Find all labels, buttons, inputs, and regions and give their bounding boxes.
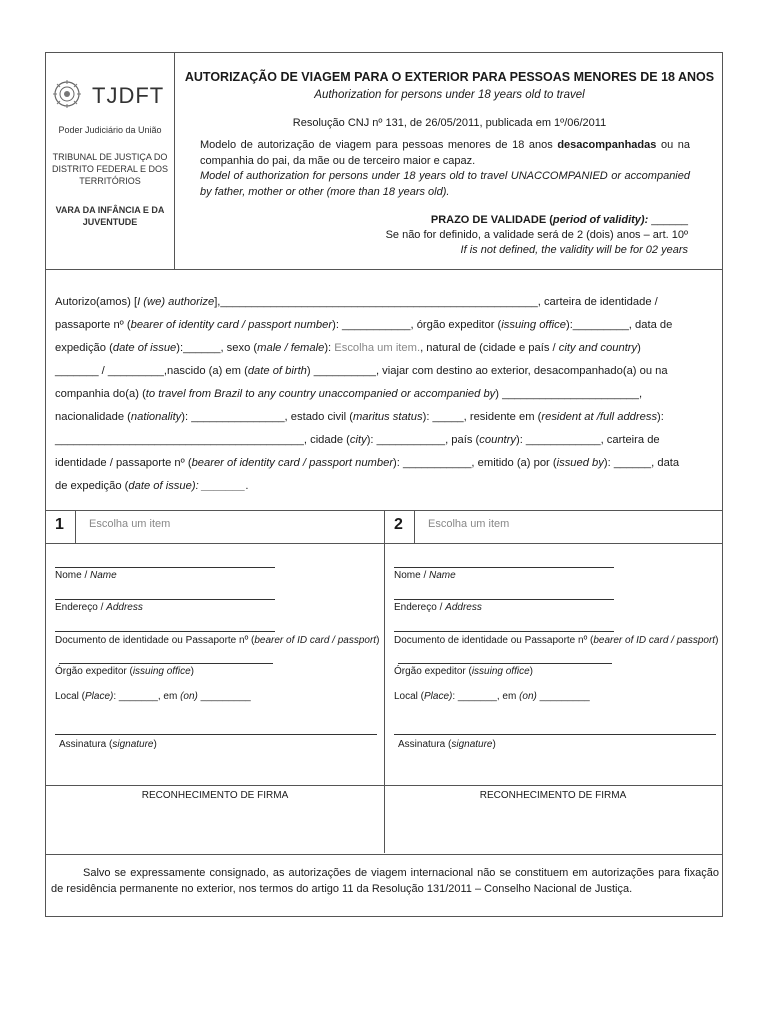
name-label: Nome / Name [394, 570, 456, 581]
sex-select[interactable]: Escolha um item. [334, 342, 421, 354]
signature-label: Assinatura (signature) [59, 739, 157, 750]
text-line-5[interactable]: companhia do(a) (to travel from Brazil to any country unaccompanied or accompanied by) ______________________, [55, 388, 643, 400]
name-field[interactable] [394, 555, 614, 568]
form-title: AUTORIZAÇÃO DE VIAGEM PARA O EXTERIOR PARA PESSOAS MENORES DE 18 ANOS [184, 70, 715, 84]
validity-section: PRAZO DE VALIDADE (period of validity): ______ Se não for definido, a validade será de 2 (dois) anos – art. 10º If is not defined, the validity will be for 02 years [385, 214, 688, 256]
name-label: Nome / Name [55, 570, 117, 581]
person-2-block [394, 555, 719, 750]
model-description: Modelo de autorização de viagem para pessoas menores de 18 anos desacompanhadas ou na companhia do pai, da mãe ou de terceiro maior e capaz. Model of authorization for persons under 18 years old to travel UNACCOMPANIED or accompanied by father, mother or other (more than 18 years old). [200, 139, 690, 198]
person-1-select[interactable]: Escolha um item [89, 518, 171, 530]
authorization-form [45, 52, 723, 917]
person-1-block [55, 555, 380, 750]
issuing-office-label: Órgão expeditor (issuing office) [55, 666, 194, 677]
form-header [46, 53, 722, 270]
tjdft-logo [52, 79, 168, 113]
resolution: Resolução CNJ nº 131, de 26/05/2011, publicada em 1º/06/2011 [292, 117, 607, 129]
court-info-column [46, 53, 175, 269]
address-field[interactable] [55, 587, 275, 600]
footer-note: Salvo se expressamente consignado, as autorizações de viagem internacional não se constituem em autorizações para fixação de residência permanente no exterior, nos termos do artigo 11 da Resolução 131/2011 – Conselho Nacional de Justiça. [51, 867, 719, 895]
document-field[interactable] [394, 619, 614, 632]
text-line-3[interactable]: expedição (date of issue):______, sexo (male / female): Escolha um item., natural de (cidade e país / city and country) [55, 342, 641, 354]
issuing-office-label: Órgão expeditor (issuing office) [394, 666, 533, 677]
text-line-9[interactable]: de expedição (date of issue): _______. [55, 480, 249, 492]
recognition-label-1: RECONHECIMENTO DE FIRMA [141, 790, 289, 801]
document-label: Documento de identidade ou Passaporte nº (bearer of ID card / passport) [55, 635, 380, 646]
address-label: Endereço / Address [55, 602, 143, 613]
text-line-6[interactable]: nacionalidade (nationality): _______________, estado civil (maritus status): _____, residente em (resident at /full address): [55, 411, 664, 423]
text-line-7[interactable]: ________________________________________, cidade (city): ___________, país (country): ____________, carteira de [55, 434, 660, 446]
authorization-text [55, 291, 715, 498]
model-description-en: Model of authorization for persons under 18 years old to travel UNACCOMPANIED or accompanied by father, mother or other (more than 18 years old). [200, 170, 690, 198]
text-line-8[interactable]: identidade / passaporte nº (bearer of identity card / passport number): ___________, emitido (a) por (issued by): ______, data [55, 457, 680, 469]
person-2-number: 2 [394, 516, 403, 533]
poder-judiciario: Poder Judiciário da União [58, 125, 162, 135]
address-field[interactable] [394, 587, 614, 600]
validity-note-pt: Se não for definido, a validade será de 2 (dois) anos – art. 10º [385, 229, 688, 241]
signature-field[interactable] [394, 720, 716, 735]
signature-label: Assinatura (signature) [398, 739, 496, 750]
place-date-line[interactable]: Local (Place): _______, em (on) _________ [55, 691, 251, 702]
recognition-label-2: RECONHECIMENTO DE FIRMA [479, 790, 627, 801]
validity-note-en: If is not defined, the validity will be for 02 years [460, 244, 688, 256]
issuing-office-field[interactable] [59, 651, 273, 664]
text-line-2[interactable]: passaporte nº (bearer of identity card / passport number): ___________, órgão expeditor (issuing office):_________, data de [55, 319, 673, 331]
address-label: Endereço / Address [394, 602, 482, 613]
issuing-office-field[interactable] [398, 651, 612, 664]
text-line-4[interactable]: _______ / _________,nascido (a) em (date of birth) __________, viajar com destino ao exterior, desacompanhado(a) ou na [55, 365, 668, 377]
validity-field[interactable]: ______ [648, 214, 688, 226]
tribunal-name: TRIBUNAL DE JUSTIÇA DO DISTRITO FEDERAL E DOS TERRITÓRIOS [51, 152, 169, 186]
text-line-1[interactable]: Autorizo(amos) [I (we) authorize],___________________________________________________, carteira de identidade / [55, 296, 658, 308]
signature-field[interactable] [55, 720, 377, 735]
person-1-number: 1 [55, 516, 64, 533]
logo-text: TJDFT [92, 83, 165, 108]
coat-of-arms-icon [52, 79, 82, 109]
document-label: Documento de identidade ou Passaporte nº (bearer of ID card / passport) [394, 635, 719, 646]
place-date-line[interactable]: Local (Place): _______, em (on) _________ [394, 691, 590, 702]
document-field[interactable] [55, 619, 275, 632]
name-field[interactable] [55, 555, 275, 568]
person-2-select[interactable]: Escolha um item [428, 518, 510, 530]
signature-recognition-row [46, 785, 722, 855]
vara-name: VARA DA INFÂNCIA E DA JUVENTUDE [55, 205, 165, 227]
form-subtitle: Authorization for persons under 18 years old to travel [314, 89, 585, 101]
